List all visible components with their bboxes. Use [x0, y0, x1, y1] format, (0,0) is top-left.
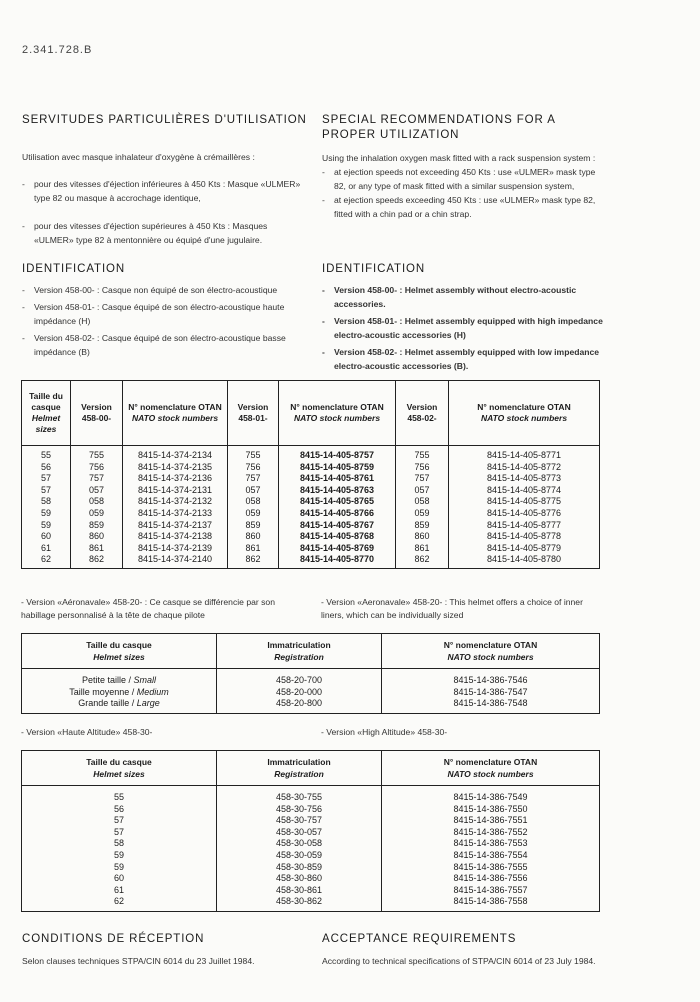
- list-item: - Version 458-00- : Helmet assembly without electro-acoustic accessories.: [322, 283, 604, 311]
- table-cell: 8415-14-374-2136: [123, 473, 228, 485]
- aeronavale-table: [21, 633, 600, 714]
- table-header-row: [22, 381, 600, 446]
- table-row: [22, 687, 600, 699]
- table-cell: 8415-14-386-7558: [453, 896, 528, 907]
- table-cell: 8415-14-405-8773: [486, 473, 562, 484]
- table-cell: 458-20-000: [217, 687, 382, 699]
- table-cell: 8415-14-386-7554: [453, 849, 528, 860]
- table-cell: 8415-14-374-2133: [123, 508, 228, 520]
- table-cell: 860: [396, 531, 449, 543]
- table-row: [22, 838, 600, 850]
- table-cell: 8415-14-386-7555: [453, 861, 528, 872]
- table-cell: 458-30-755: [217, 786, 382, 804]
- header-size: [22, 751, 217, 786]
- table-cell: 862: [71, 554, 123, 568]
- table-cell: 8415-14-386-7548: [453, 698, 528, 709]
- table-cell: 60: [22, 873, 217, 885]
- header-nato-01: [279, 381, 396, 446]
- header-nato-en: NATO stock numbers: [447, 769, 534, 779]
- table-cell: 8415-14-405-8761: [279, 473, 396, 485]
- table-cell: 59: [22, 508, 71, 520]
- header-nato-fr: N° nomenclature OTAN: [290, 402, 384, 412]
- table-row: [22, 669, 600, 687]
- table-cell: 8415-14-374-2134: [123, 446, 228, 462]
- table-cell: 861: [228, 543, 279, 555]
- table-cell: 56: [22, 462, 71, 474]
- header-size-fr: Taille du casque: [86, 757, 152, 767]
- table-cell: 8415-14-386-7551: [453, 815, 528, 826]
- table-cell: 55: [22, 786, 217, 804]
- table-cell: 058: [228, 496, 279, 508]
- list-item: - Version 458-01- : Helmet assembly equipped with high impedance electro-acoustic accessories (H): [322, 314, 604, 342]
- table-cell: 8415-14-405-8774: [486, 484, 562, 495]
- header-nato-fr: N° nomenclature OTAN: [477, 402, 571, 412]
- size-label-fr: Petite taille /: [81, 675, 134, 685]
- table-row: [22, 698, 600, 713]
- list-item: - Version 458-02- : Helmet assembly equipped with low impedance electro-acoustic accessories (B).: [322, 345, 604, 373]
- right-column: [322, 113, 604, 221]
- table-row: [22, 520, 600, 532]
- header-reg-en: Registration: [274, 769, 324, 779]
- table-cell: 58: [22, 838, 217, 850]
- table-row: [22, 496, 600, 508]
- table-cell: 458-30-860: [217, 873, 382, 885]
- table-cell: 59: [22, 520, 71, 532]
- header-size-en: Helmet sizes: [93, 769, 145, 779]
- reception-text-fr: Selon clauses techniques STPA/CIN 6014 du 23 Juillet 1984.: [22, 956, 255, 966]
- table-cell: 8415-14-405-8780: [486, 554, 562, 565]
- table-row: [22, 896, 600, 911]
- table-cell: 57: [22, 485, 71, 497]
- header-nato-en: NATO stock numbers: [447, 652, 534, 662]
- header-reg-fr: Immatriculation: [267, 757, 331, 767]
- header-nato-02: [449, 381, 600, 446]
- table-cell: 458-30-757: [217, 815, 382, 827]
- altitude-note-fr: - Version «Haute Altitude» 458-30-: [21, 727, 153, 737]
- table-cell: 61: [22, 543, 71, 555]
- table-row: [22, 531, 600, 543]
- table-cell: 8415-14-374-2139: [123, 543, 228, 555]
- table-cell: 8415-14-405-8767: [279, 520, 396, 532]
- header-size: [22, 634, 217, 669]
- table-cell: 8415-14-405-8759: [279, 462, 396, 474]
- table-cell: 458-30-862: [217, 896, 382, 911]
- intro-en: Using the inhalation oxygen mask fitted with a rack suspension system :: [322, 153, 596, 163]
- header-reg-fr: Immatriculation: [267, 640, 331, 650]
- table-cell: 8415-14-405-8766: [279, 508, 396, 520]
- table-cell: 756: [228, 462, 279, 474]
- table-cell: 458-30-861: [217, 885, 382, 897]
- header-nato-fr: N° nomenclature OTAN: [443, 757, 538, 767]
- header-size: [22, 381, 71, 446]
- table-cell: 058: [396, 496, 449, 508]
- table-cell: 8415-14-405-8777: [486, 519, 562, 530]
- table-cell: 8415-14-374-2140: [123, 554, 228, 568]
- list-item: - Version 458-00- : Casque non équipé de son électro-acoustique: [22, 283, 307, 297]
- table-cell: 60: [22, 531, 71, 543]
- size-label-en: Large: [136, 698, 160, 709]
- table-cell: [22, 669, 217, 687]
- table-cell: 757: [396, 473, 449, 485]
- header-registration: [217, 751, 382, 786]
- table-cell: 458-30-756: [217, 804, 382, 816]
- table-cell: 756: [396, 462, 449, 474]
- table-cell: 61: [22, 885, 217, 897]
- table-row: [22, 873, 600, 885]
- list-item: - Version 458-01- : Casque équipé de son électro-acoustique haute impédance (H): [22, 300, 307, 328]
- table-cell: 458-30-059: [217, 850, 382, 862]
- section-title-ident-en: IDENTIFICATION: [322, 263, 426, 275]
- table-cell: 8415-14-405-8775: [486, 496, 562, 507]
- table-cell: 057: [71, 485, 123, 497]
- header-nato: [382, 751, 600, 786]
- table-cell: 8415-14-374-2135: [123, 462, 228, 474]
- table-cell: 62: [22, 554, 71, 568]
- table-cell: 059: [228, 508, 279, 520]
- table-cell: 860: [71, 531, 123, 543]
- size-label-fr: Taille moyenne /: [69, 686, 137, 697]
- table-cell: 8415-14-405-8768: [279, 531, 396, 543]
- document-number: 2.341.728.B: [22, 44, 93, 56]
- header-nato-00: [123, 381, 228, 446]
- table-cell: 458-30-057: [217, 827, 382, 839]
- header-nato-en: NATO stock numbers: [131, 413, 219, 423]
- table-cell: 755: [396, 446, 449, 462]
- table-cell: 8415-14-374-2137: [123, 520, 228, 532]
- header-reg-en: Registration: [274, 652, 324, 662]
- table-cell: 859: [71, 520, 123, 532]
- left-ident: [22, 262, 307, 359]
- section-title-service-fr: SERVITUDES PARTICULIÈRES D'UTILISATION: [22, 114, 307, 126]
- table-cell: 8415-14-386-7552: [453, 826, 528, 837]
- section-title-reception-fr: CONDITIONS DE RÉCEPTION: [22, 933, 205, 945]
- list-item: - at ejection speeds exceeding 450 Kts : use «ULMER» mask type 82, fitted with a chin pad or a chin strap.: [322, 193, 604, 221]
- table-cell: 59: [22, 850, 217, 862]
- table-cell: 756: [71, 462, 123, 474]
- table-cell: 458-20-700: [217, 669, 382, 687]
- table-cell: 8415-14-405-8771: [486, 450, 562, 460]
- table-row: [22, 446, 600, 462]
- table-cell: [22, 698, 217, 713]
- table-cell: 859: [396, 520, 449, 532]
- table-cell: 755: [71, 446, 123, 462]
- table-row: [22, 462, 600, 474]
- table-cell: 059: [396, 508, 449, 520]
- table-cell: 8415-14-374-2138: [123, 531, 228, 543]
- table-row: [22, 554, 600, 568]
- header-size-en: Helmet sizes: [31, 413, 61, 434]
- table-row: [22, 815, 600, 827]
- size-label-fr: Grande taille /: [78, 698, 137, 709]
- header-size-fr: Taille du casque: [86, 640, 152, 650]
- size-label-en: Medium: [136, 686, 169, 697]
- table-cell: 757: [71, 473, 123, 485]
- table-cell: 8415-14-386-7557: [453, 884, 528, 895]
- header-nato-fr: N° nomenclature OTAN: [128, 402, 222, 412]
- size-label-en: Small: [133, 675, 157, 685]
- table-cell: 8415-14-386-7556: [453, 873, 528, 884]
- section-title-ident-fr: IDENTIFICATION: [22, 263, 126, 275]
- table-cell: 8415-14-405-8765: [279, 496, 396, 508]
- service-list-en: [322, 165, 604, 221]
- table-cell: 861: [71, 543, 123, 555]
- right-ident: [322, 262, 604, 373]
- table-cell: 57: [22, 815, 217, 827]
- table-cell: 8415-14-386-7550: [453, 803, 528, 814]
- header-nato-fr: N° nomenclature OTAN: [443, 640, 538, 650]
- reception-text-en: According to technical specifications of STPA/CIN 6014 of 23 July 1984.: [322, 956, 596, 966]
- table-cell: 58: [22, 496, 71, 508]
- table-cell: 8415-14-405-8772: [486, 461, 562, 472]
- table-cell: 458-20-800: [217, 698, 382, 713]
- table-cell: 8415-14-386-7547: [453, 686, 528, 697]
- table-cell: 859: [228, 520, 279, 532]
- table-cell: 8415-14-386-7549: [453, 792, 528, 802]
- table-cell: 8415-14-405-8778: [486, 531, 562, 542]
- aeronavale-note-en: - Version «Aeronavale» 458-20- : This helmet offers a choice of inner liners, which can be individually sized: [321, 597, 583, 620]
- table-cell: 8415-14-405-8769: [279, 543, 396, 555]
- intro-fr: Utilisation avec masque inhalateur d'oxygène à crémaillères :: [22, 152, 255, 162]
- table-cell: 8415-14-386-7553: [453, 838, 528, 849]
- table-cell: 757: [228, 473, 279, 485]
- table-header-row: [22, 634, 600, 669]
- header-version-00: Version 458-00-: [71, 381, 123, 446]
- table-cell: 8415-14-374-2132: [123, 496, 228, 508]
- table-cell: 55: [22, 446, 71, 462]
- left-column: [22, 113, 307, 261]
- header-size-fr: Taille du casque: [29, 391, 63, 412]
- table-cell: 860: [228, 531, 279, 543]
- header-version-02: Version 458-02-: [396, 381, 449, 446]
- table-cell: 058: [71, 496, 123, 508]
- service-list-fr: [22, 177, 307, 247]
- table-row: [22, 862, 600, 874]
- table-cell: 62: [22, 896, 217, 911]
- list-item: - pour des vitesses d'éjection supérieures à 450 Kts : Masques «ULMER» type 82 à mentonnière ou équipé d'une jugulaire.: [22, 219, 307, 247]
- table-row: [22, 850, 600, 862]
- reception-fr: [22, 932, 307, 968]
- version-stock-table: [21, 380, 600, 569]
- table-cell: 057: [228, 485, 279, 497]
- table-cell: 862: [396, 554, 449, 568]
- table-row: [22, 473, 600, 485]
- list-item: - Version 458-02- : Casque équipé de son électro-acoustique basse impédance (B): [22, 331, 307, 359]
- table-cell: 8415-14-405-8763: [279, 485, 396, 497]
- table-cell: 861: [396, 543, 449, 555]
- ident-list-fr: [22, 283, 307, 359]
- table-cell: 59: [22, 862, 217, 874]
- table-row: [22, 827, 600, 839]
- header-size-en: Helmet sizes: [93, 652, 145, 662]
- table-row: [22, 885, 600, 897]
- altitude-note-en: - Version «High Altitude» 458-30-: [321, 727, 448, 737]
- table-cell: 458-30-859: [217, 862, 382, 874]
- table-cell: 862: [228, 554, 279, 568]
- table-row: [22, 508, 600, 520]
- table-cell: 56: [22, 804, 217, 816]
- table-row: [22, 543, 600, 555]
- aeronavale-note-fr: - Version «Aéronavale» 458-20- : Ce casque se différencie par son habillage personnalisé à la tête de chaque pilote: [21, 597, 275, 620]
- table-row: [22, 485, 600, 497]
- table-cell: [22, 687, 217, 699]
- header-registration: [217, 634, 382, 669]
- table-cell: 8415-14-405-8757: [279, 446, 396, 462]
- table-cell: 8415-14-405-8779: [486, 542, 562, 553]
- table-cell: 458-30-058: [217, 838, 382, 850]
- table-cell: 8415-14-405-8776: [486, 507, 562, 518]
- table-cell: 57: [22, 827, 217, 839]
- table-header-row: [22, 751, 600, 786]
- table-cell: 057: [396, 485, 449, 497]
- table-cell: 8415-14-374-2131: [123, 485, 228, 497]
- reception-en: [322, 932, 604, 968]
- table-cell: 059: [71, 508, 123, 520]
- table-cell: 57: [22, 473, 71, 485]
- section-title-reception-en: ACCEPTANCE REQUIREMENTS: [322, 933, 517, 945]
- altitude-table: [21, 750, 600, 912]
- table-cell: 755: [228, 446, 279, 462]
- list-item: - pour des vitesses d'éjection inférieures à 450 Kts : Masque «ULMER» type 82 ou masque à accrochage identique,: [22, 177, 307, 205]
- table-cell: 8415-14-386-7546: [453, 675, 528, 685]
- table-row: [22, 786, 600, 804]
- header-nato-en: NATO stock numbers: [293, 413, 381, 423]
- table-cell: 8415-14-405-8770: [279, 554, 396, 568]
- header-version-01: Version 458-01-: [228, 381, 279, 446]
- table-row: [22, 804, 600, 816]
- list-item: - at ejection speeds not exceeding 450 Kts : use «ULMER» mask type 82, or any type of mask fitted with a similar suspension system,: [322, 165, 604, 193]
- section-title-service-en: SPECIAL RECOMMENDATIONS FOR A PROPER UTILIZATION: [322, 114, 556, 141]
- header-nato: [382, 634, 600, 669]
- ident-list-en: [322, 283, 604, 373]
- header-nato-en: NATO stock numbers: [480, 413, 568, 423]
